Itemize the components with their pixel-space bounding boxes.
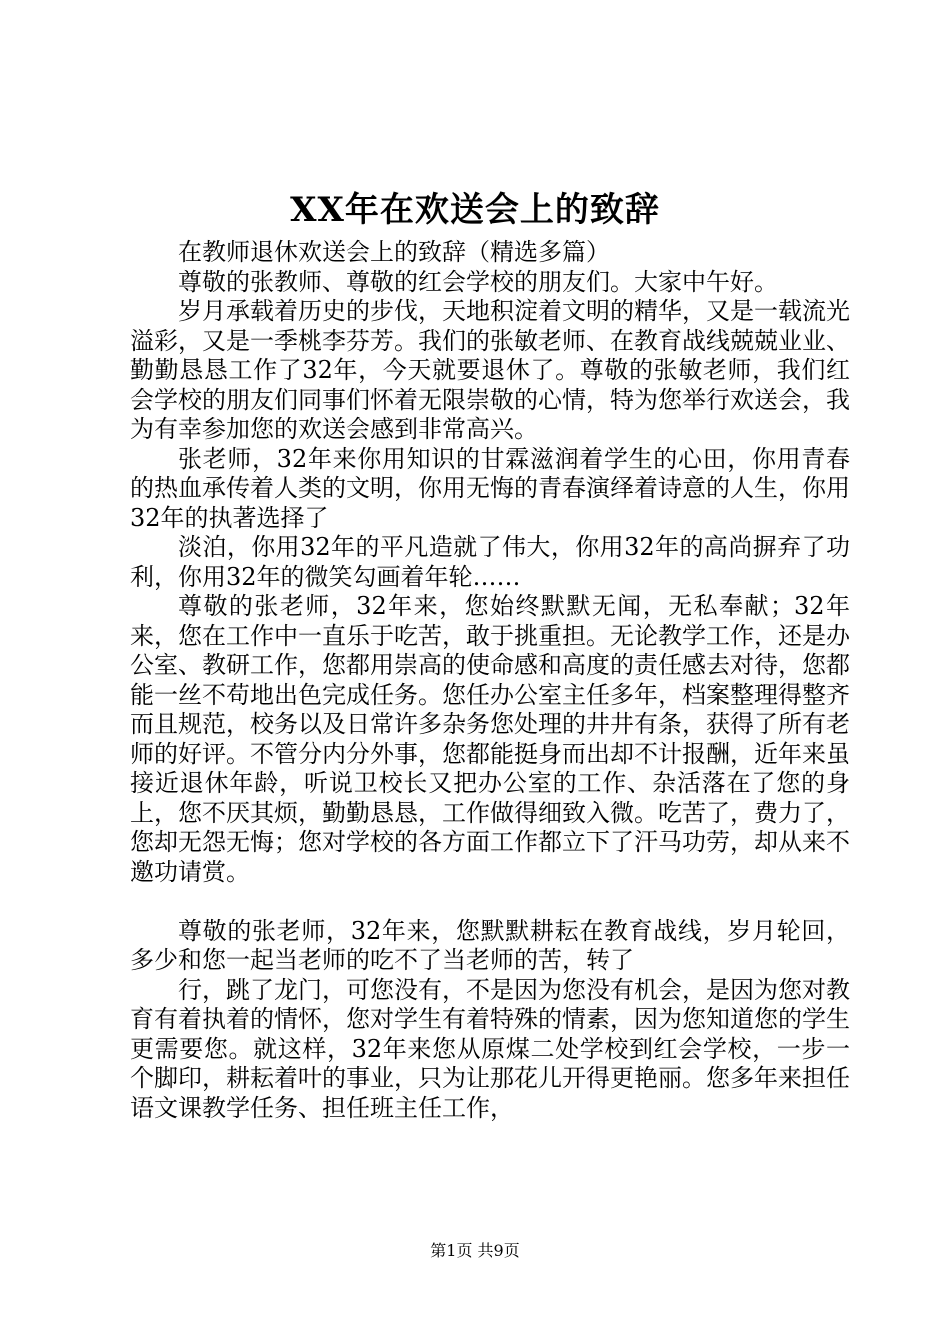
paragraph-praise: 张老师，32年来你用知识的甘霖滋润着学生的心田，你用青春的热血承传着人类的文明，你用无悔的青春演绎着诗意的人生，你用32年的执著选择了 xyxy=(130,444,850,532)
paragraph-commitment: 行，跳了龙门，可您没有，不是因为您没有机会，是因为您对教育有着执着的情怀，您对学生有着特殊的情素，因为您知道您的学生更需要您。就这样，32年来您从原煤二处学校到红会学校，一步一个脚印，耕耘着叶的事业，只为让那花儿开得更艳丽。您多年来担任语文课教学任务、担任班主任工作， xyxy=(130,975,850,1122)
document-body xyxy=(130,238,850,1123)
paragraph-intro: 岁月承载着历史的步伐，天地积淀着文明的精华，又是一载流光溢彩，又是一季桃李芬芳。我们的张敏老师、在教育战线兢兢业业、勤勤恳恳工作了32年，今天就要退休了。尊敬的张敏老师，我们红会学校的朋友们同事们怀着无限崇敬的心情，特为您举行欢送会，我为有幸参加您的欢送会感到非常高兴。 xyxy=(130,297,850,443)
paragraph-dedication: 尊敬的张老师，32年来，您始终默默无闻，无私奉献；32年来，您在工作中一直乐于吃苦，敢于挑重担。无论教学工作，还是办公室、教研工作，您都用崇高的使命感和高度的责任感去对待，您都能一丝不苟地出色完成任务。您任办公室主任多年，档案整理得整齐而且规范，校务以及日常许多杂务您处理的井井有条，获得了所有老师的好评。不管分内分外事，您都能挺身而出却不计报酬，近年来虽接近退休年龄，听说卫校长又把办公室的工作、杂活落在了您的身上，您不厌其烦，勤勤恳恳，工作做得细致入微。吃苦了，费力了，您却无怨无悔；您对学校的各方面工作都立下了汗马功劳，却从来不邀功请赏。 xyxy=(130,592,850,886)
paragraph-greeting: 尊敬的张教师、尊敬的红会学校的朋友们。大家中午好。 xyxy=(178,267,778,296)
document-title: XX年在欢送会上的致辞 xyxy=(290,190,660,230)
paragraph-continuation: 淡泊，你用32年的平凡造就了伟大，你用32年的高尚摒弃了功利，你用32年的微笑勾画着年轮…… xyxy=(130,533,850,591)
page-footer: 第1页 共9页 xyxy=(430,1241,520,1260)
paragraph-career: 尊敬的张老师，32年来，您默默耕耘在教育战线，岁月轮回，多少和您一起当老师的吃不了当老师的苦，转了 xyxy=(130,916,850,974)
document-subtitle: 在教师退休欢送会上的致辞（精选多篇） xyxy=(178,238,610,266)
